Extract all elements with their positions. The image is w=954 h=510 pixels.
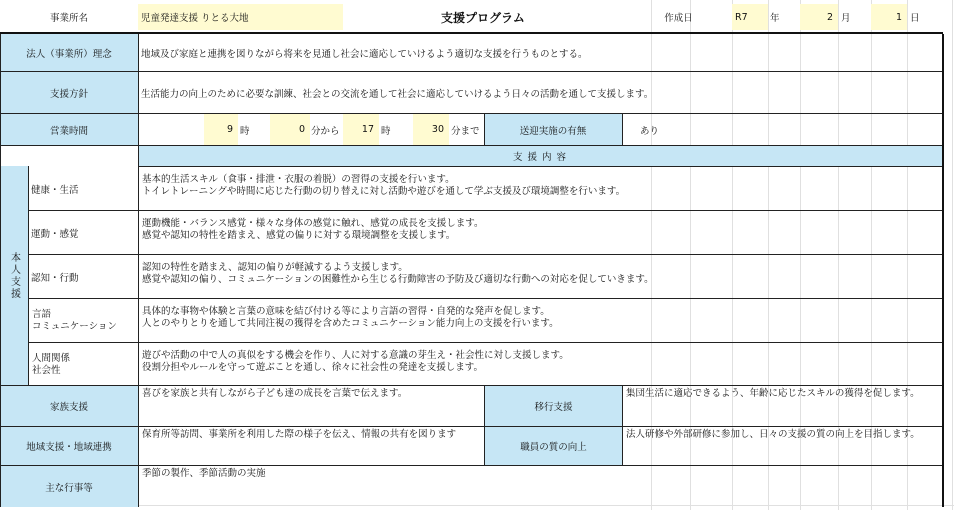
category-health-text bbox=[139, 172, 941, 210]
category-line: 認知の特性を踏まえ、認知の偏りが軽減するよう支援します。 bbox=[142, 262, 408, 273]
staff-text: 法人研修や外部研修に参加し、日々の支援の質の向上を目指します。 bbox=[626, 429, 920, 440]
category-social-text bbox=[139, 348, 941, 386]
cell-border bbox=[484, 114, 485, 145]
category-language-label bbox=[29, 307, 137, 341]
category-label-line: コミュニケーション bbox=[32, 321, 117, 332]
category-language-text bbox=[139, 304, 941, 342]
transition-text: 集団生活に適応できるよう、年齢に応じたスキルの獲得を促します。 bbox=[626, 388, 920, 399]
row-border bbox=[28, 210, 943, 211]
category-line: 感覚や認知の偏り、コミュニケーションの困難性から生じる行動障害の予防及び適切な行動への対応を促していきます。 bbox=[142, 274, 654, 285]
hour-unit: 時 bbox=[240, 125, 250, 137]
start-minute: 0 bbox=[270, 114, 310, 145]
column-border bbox=[484, 386, 485, 465]
created-era: R7 bbox=[732, 4, 768, 30]
end-minute: 30 bbox=[413, 114, 449, 145]
created-label: 作成日 bbox=[664, 13, 693, 24]
category-line: 役割分担やルールを守って遊ぶことを通し、徐々に社会性の発達を支援します。 bbox=[142, 362, 484, 373]
start-hour: 9 bbox=[204, 114, 238, 145]
category-cognition-text bbox=[139, 260, 941, 298]
category-line: 遊びや活動の中で人の真似をする機会を作り、人に対する意識の芽生え・社会性に対し支援します。 bbox=[142, 350, 569, 361]
category-health-label: 健康・生活 bbox=[31, 184, 79, 196]
month-label: 月 bbox=[841, 13, 851, 24]
row-border bbox=[28, 298, 943, 299]
transition-label: 移行支援 bbox=[485, 386, 622, 426]
transport-value: あり bbox=[640, 125, 660, 137]
events-text: 季節の製作、季節活動の実施 bbox=[142, 468, 266, 479]
end-hour: 17 bbox=[343, 114, 379, 145]
year-label: 年 bbox=[770, 13, 780, 24]
category-label-line: 言語 bbox=[32, 309, 52, 320]
community-text: 保育所等訪問、事業所を利用した際の様子を伝え、情報の共有を図ります bbox=[142, 429, 457, 440]
day-label: 日 bbox=[910, 13, 920, 24]
hours-label: 営業時間 bbox=[0, 114, 138, 145]
created-month: 2 bbox=[800, 4, 838, 30]
category-line: トイレトレーニングや時間に応じた行動の切り替えに対し活動や遊びを通して学ぶ支援及び環境調整を行います。 bbox=[142, 186, 626, 197]
events-label: 主な行事等 bbox=[0, 466, 138, 507]
category-line: 具体的な事物や体験と言葉の意味を結び付ける等により言語の習得・自発的な発声を促します。 bbox=[142, 306, 550, 317]
column-border bbox=[138, 34, 139, 507]
office-name: 児童発達支援 りとる大地 bbox=[138, 4, 343, 30]
table-left-border bbox=[0, 34, 1, 507]
row-border bbox=[28, 254, 943, 255]
category-line: 運動機能・バランス感覚・様々な身体の感覚に触れ、感覚の成長を支援します。 bbox=[142, 218, 484, 229]
philosophy-text: 地域及び家庭と連携を図りながら将来を見通し社会に適応していけるよう適切な支援を行うものとする。 bbox=[141, 48, 588, 60]
row-border bbox=[28, 342, 943, 343]
family-label: 家族支援 bbox=[0, 386, 138, 426]
created-day: 1 bbox=[871, 4, 907, 30]
community-label: 地域支援・地域連携 bbox=[0, 427, 138, 465]
staff-label: 職員の質の向上 bbox=[485, 427, 622, 465]
policy-text: 生活能力の向上のために必要な訓練、社会との交流を通して社会に適応していけるよう日々の活動を通して支援します。 bbox=[141, 88, 654, 100]
category-line: 基本的生活スキル（食事・排泄・衣服の着脱）の習得の支援を行います。 bbox=[142, 174, 455, 185]
category-motor-text bbox=[139, 216, 941, 254]
policy-label: 支援方針 bbox=[0, 72, 138, 113]
until-label: 分まで bbox=[451, 125, 480, 137]
hour-unit: 時 bbox=[381, 125, 391, 137]
family-text: 喜びを家族と共有しながら子ども達の成長を言葉で伝えます。 bbox=[142, 388, 408, 399]
category-line: 感覚や認知の特性を踏まえ、感覚の偏りに対する環境調整を支援します。 bbox=[142, 230, 456, 241]
category-label-line: 社会性 bbox=[32, 365, 61, 376]
self-support-text: 本人支援 bbox=[8, 252, 20, 300]
category-line: 人とのやりとりを通して共同注視の獲得を含めたコミュニケーション能力向上の支援を行います。 bbox=[142, 318, 559, 329]
philosophy-label: 法人（事業所）理念 bbox=[0, 34, 138, 71]
content-header: 支 援 内 容 bbox=[138, 146, 942, 166]
column-border bbox=[622, 386, 623, 465]
from-label: 分から bbox=[311, 125, 340, 137]
category-motor-label: 運動・感覚 bbox=[31, 228, 79, 240]
category-cognition-label: 認知・行動 bbox=[31, 272, 79, 284]
table-right-border bbox=[942, 34, 944, 507]
category-social-label bbox=[29, 351, 137, 385]
self-support-label bbox=[0, 166, 28, 386]
office-label: 事業所名 bbox=[49, 13, 88, 24]
category-label-line: 人間関係 bbox=[32, 353, 71, 364]
page-title: 支援プログラム bbox=[441, 10, 525, 25]
gridline bbox=[952, 0, 953, 510]
row-border bbox=[138, 166, 943, 167]
cell-border bbox=[622, 114, 623, 145]
transport-label: 送迎実施の有無 bbox=[484, 114, 622, 145]
